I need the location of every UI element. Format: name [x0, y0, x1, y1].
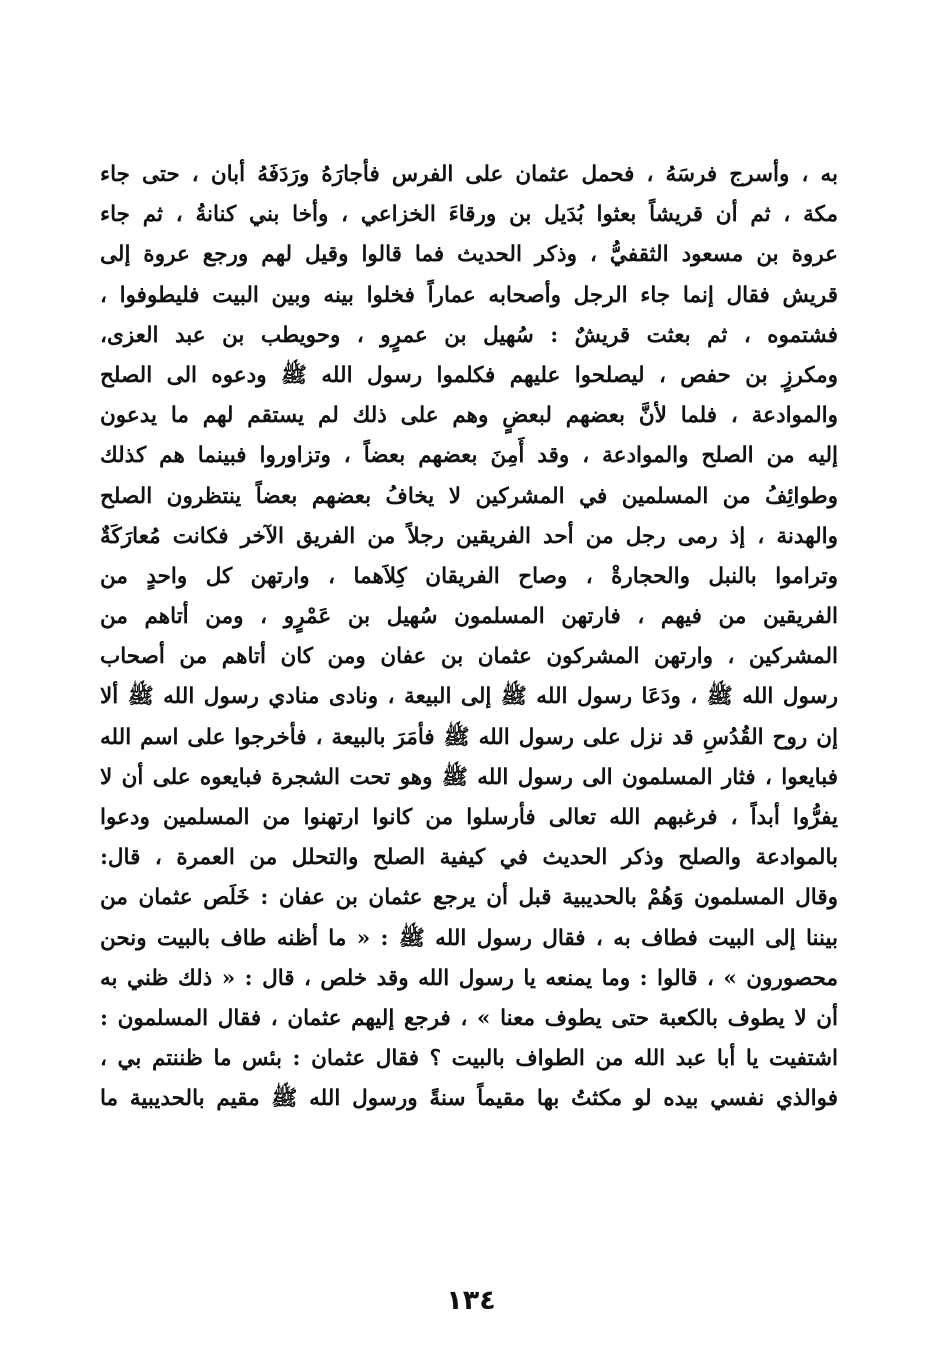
text-line: اشتفيت يا أبا عبد الله من الطواف بالبيت ؟ فقال عثمان : بئس ما ظننتم بي ،: [100, 1046, 838, 1072]
text-line: رسول الله ﷺ ، ودَعَا رسول الله ﷺ إلى البيعة ، ونادى منادي رسول الله ﷺ ألا: [100, 684, 838, 710]
text-line: الفريقين من فيهم ، فارتهن المسلمون سُهيل بن عَمْرٍو ، ومن أتاهم من: [100, 604, 838, 630]
text-line: وقال المسلمون وَهُمْ بالحديبية قبل أن يرجع عثمان بن عفان : خَلَص عثمان من: [100, 885, 838, 911]
page-number: ١٣٤: [446, 1285, 496, 1316]
text-line: وتراموا بالنبل والحجارةْ ، وصاح الفريقان كِلاَهما ، وارتهن كل واحدٍ من: [100, 563, 838, 589]
text-line: محصورون » ، قالوا : وما يمنعه يا رسول الله وقد خلص ، قال : « ذلك ظني به: [100, 965, 838, 991]
text-line: والهدنة ، إذ رمى رجل من أحد الفريقين رجلاً من الفريق الآخر فكانت مُعارَكَةٌ: [100, 523, 838, 549]
text-line: عروة بن مسعود الثقفيُّ ، وذكر الحديث فما قالوا وقيل لهم ورجع عروة إلى: [100, 242, 838, 268]
text-line: أن لا يطوف بالكعبة حتى يطوف معنا » ، فرجع إليهم عثمان ، فقال المسلمون :: [100, 1005, 838, 1031]
text-line: وطوائِفُ من المسلمين في المشركين لا يخافُ بعضهم بعضاً ينتظرون الصلح: [100, 483, 838, 509]
text-line: فبايعوا ، فثار المسلمون الى رسول الله ﷺ وهو تحت الشجرة فبايعوه على أن لا: [100, 764, 838, 790]
text-line: به ، وأسرج فرسَهُ ، فحمل عثمان على الفرس فأجارَهُ ورَدَفَهُ أبان ، حتى جاء: [100, 162, 838, 187]
text-line: بالموادعة والصلح وذكر الحديث في كيفية الصلح والتحلل من العمرة ، قال:: [100, 845, 838, 871]
text-line: قريش فقال إنما جاء الرجل وأصحابه عماراً فخلوا بينه وبين البيت فليطوفوا ،: [100, 282, 838, 308]
text-line: ومكرزٍ بن حفص ، ليصلحوا عليهم فكلموا رسول الله ﷺ ودعوه الى الصلح: [100, 362, 838, 388]
text-line: مكة ، ثم أن قريشاً بعثوا بُدَيل بن ورقاءَ الخزاعي ، وأخا بني كنانةُ ، ثم جاء: [100, 202, 838, 228]
text-line: المشركين ، وارتهن المشركون عثمان بن عفان ومن كان أتاهم من أصحاب: [100, 644, 838, 670]
text-line: والموادعة ، فلما لأنَّ بعضهم لبعضٍ وهم على ذلك لم يستقم لهم ما يدعون: [100, 403, 838, 429]
text-line: فوالذي نفسي بيده لو مكثتُ بها مقيماً سنةً ورسول الله ﷺ مقيم بالحديبية ما: [100, 1086, 838, 1112]
text-line: يفرُّوا أبداً ، فرغبهم الله تعالى فأرسلوا من كانوا ارتهنوا من المسلمين ودعوا: [100, 805, 838, 830]
text-line: فشتموه ، ثم بعثت قريشٌ : سُهيل بن عمرٍو ، وحويطب بن عبد العزى،: [100, 322, 838, 348]
text-line: بيننا إلى البيت فطاف به ، فقال رسول الله ﷺ : « ما أظنه طاف بالبيت ونحن: [100, 925, 838, 951]
text-line: إليه من الصلح والموادعة ، وقد أَمِنَ بعضهم بعضاً ، وتزاوروا فبينما هم كذلك: [100, 443, 838, 469]
body-text: [100, 155, 838, 1120]
text-line: إن روح القُدُسِ قد نزل على رسول الله ﷺ فأمَرَ بالبيعة ، فأخرجوا على اسم الله: [100, 724, 838, 750]
